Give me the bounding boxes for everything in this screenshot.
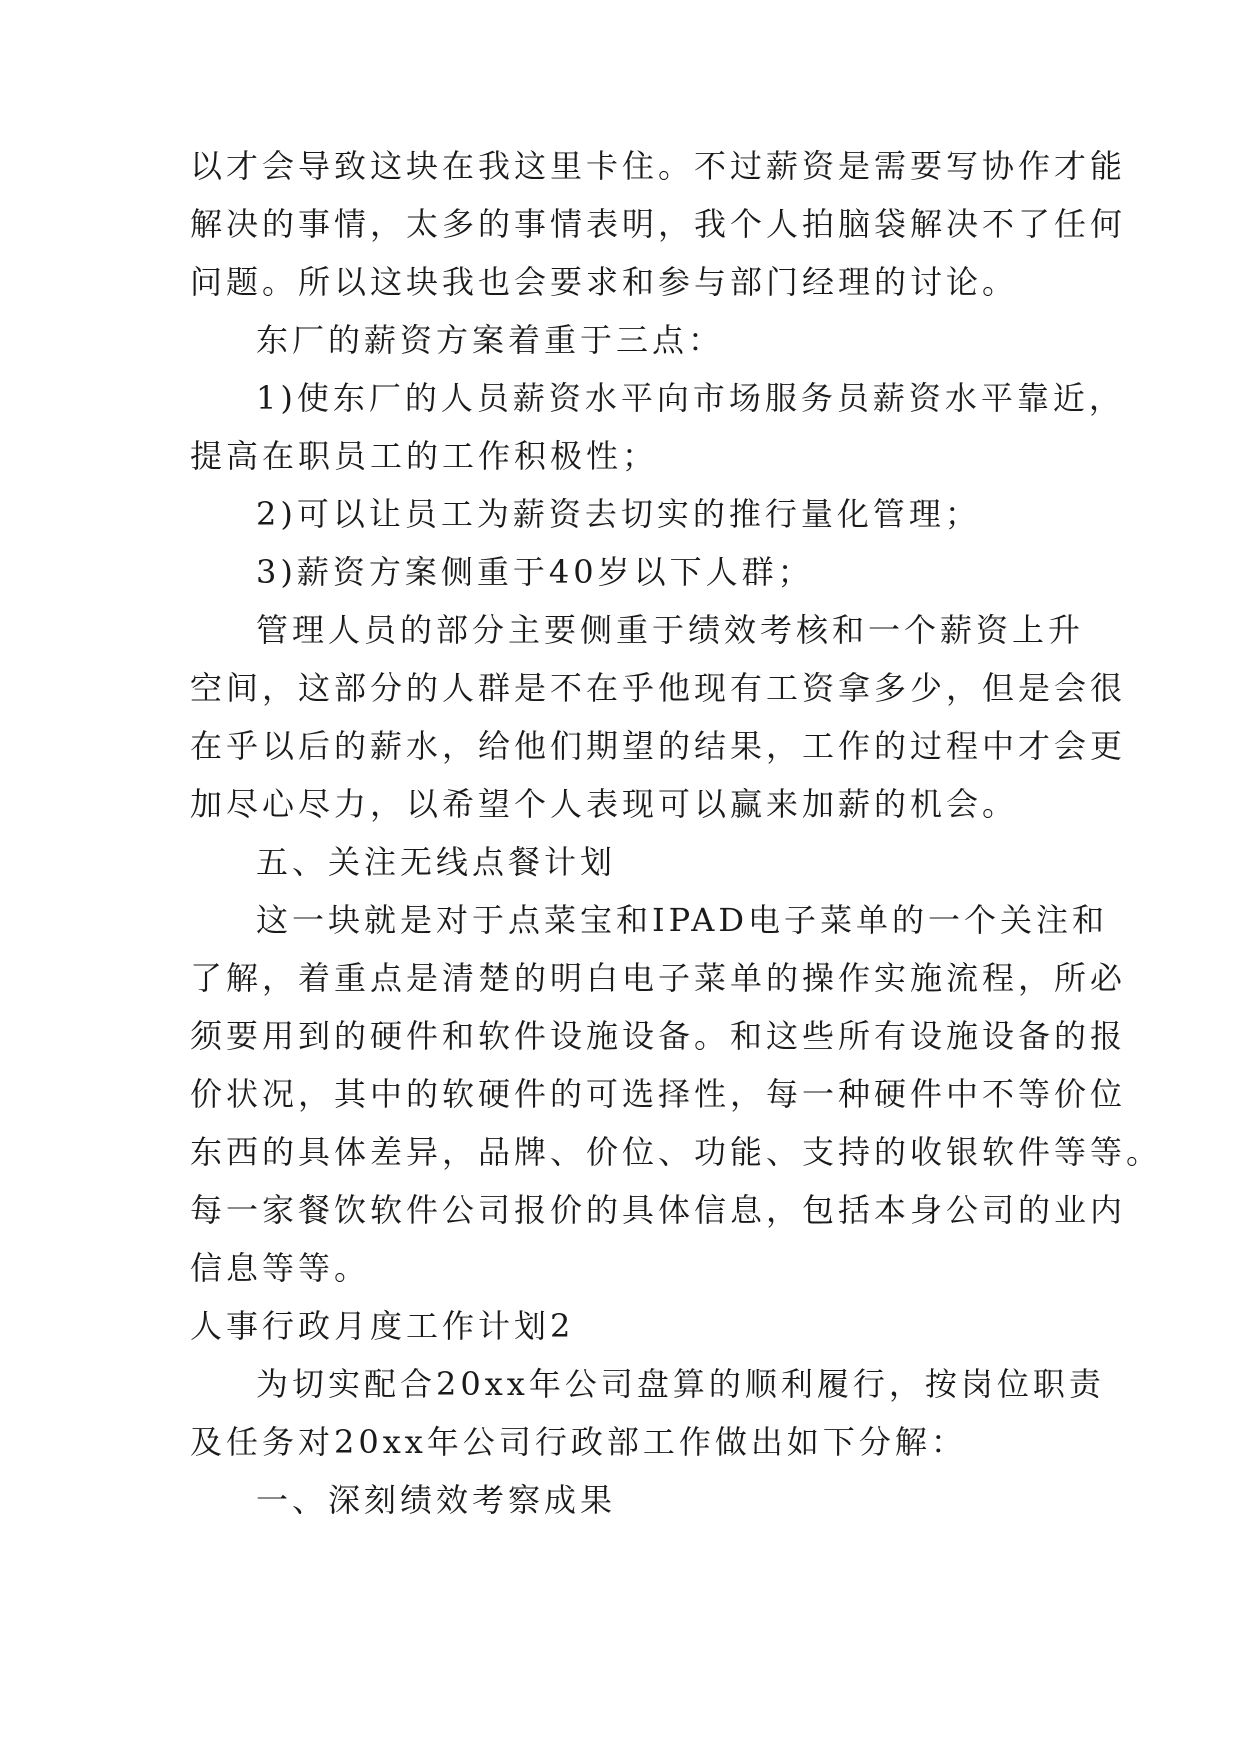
section-heading: 一、深刻绩效考察成果 xyxy=(256,1481,617,1519)
body-text-line: 解决的事情，太多的事情表明，我个人拍脑袋解决不了任何 xyxy=(190,205,1127,243)
section-heading: 五、关注无线点餐计划 xyxy=(256,843,617,881)
body-text-line: 价状况，其中的软硬件的可选择性，每一种硬件中不等价位 xyxy=(190,1075,1127,1113)
body-text-line: 每一家餐饮软件公司报价的具体信息，包括本身公司的业内 xyxy=(190,1191,1127,1229)
body-text-line: 东厂的薪资方案着重于三点： xyxy=(256,321,725,359)
body-text-line: 提高在职员工的工作积极性； xyxy=(190,437,659,475)
list-item-2: 2)可以让员工为薪资去切实的推行量化管理； xyxy=(256,495,981,533)
body-text-line: 问题。所以这块我也会要求和参与部门经理的讨论。 xyxy=(190,263,1019,301)
document-title: 人事行政月度工作计划2 xyxy=(190,1307,575,1345)
list-item-3: 3)薪资方案侧重于40岁以下人群； xyxy=(256,553,814,591)
list-item-1: 1)使东厂的人员薪资水平向市场服务员薪资水平靠近， xyxy=(256,379,1125,417)
body-text-line: 管理人员的部分主要侧重于绩效考核和一个薪资上升 xyxy=(256,611,1085,649)
body-text-line: 信息等等。 xyxy=(190,1249,371,1287)
body-text-line: 空间，这部分的人群是不在乎他现有工资拿多少，但是会很 xyxy=(190,669,1127,707)
body-text-line: 须要用到的硬件和软件设施设备。和这些所有设施设备的报 xyxy=(190,1017,1127,1055)
body-text-line: 在乎以后的薪水，给他们期望的结果，工作的过程中才会更 xyxy=(190,727,1127,765)
body-text-line: 这一块就是对于点菜宝和IPAD电子菜单的一个关注和 xyxy=(256,901,1109,939)
body-text-line: 及任务对20xx年公司行政部工作做出如下分解： xyxy=(190,1423,967,1461)
body-text-line: 了解，着重点是清楚的明白电子菜单的操作实施流程，所必 xyxy=(190,959,1127,997)
body-text-line: 以才会导致这块在我这里卡住。不过薪资是需要写协作才能 xyxy=(190,147,1127,185)
body-text-line: 加尽心尽力，以希望个人表现可以赢来加薪的机会。 xyxy=(190,785,1019,823)
body-text-line: 东西的具体差异，品牌、价位、功能、支持的收银软件等等。 xyxy=(190,1133,1163,1171)
body-text-line: 为切实配合20xx年公司盘算的顺利履行，按岗位职责 xyxy=(256,1365,1105,1403)
